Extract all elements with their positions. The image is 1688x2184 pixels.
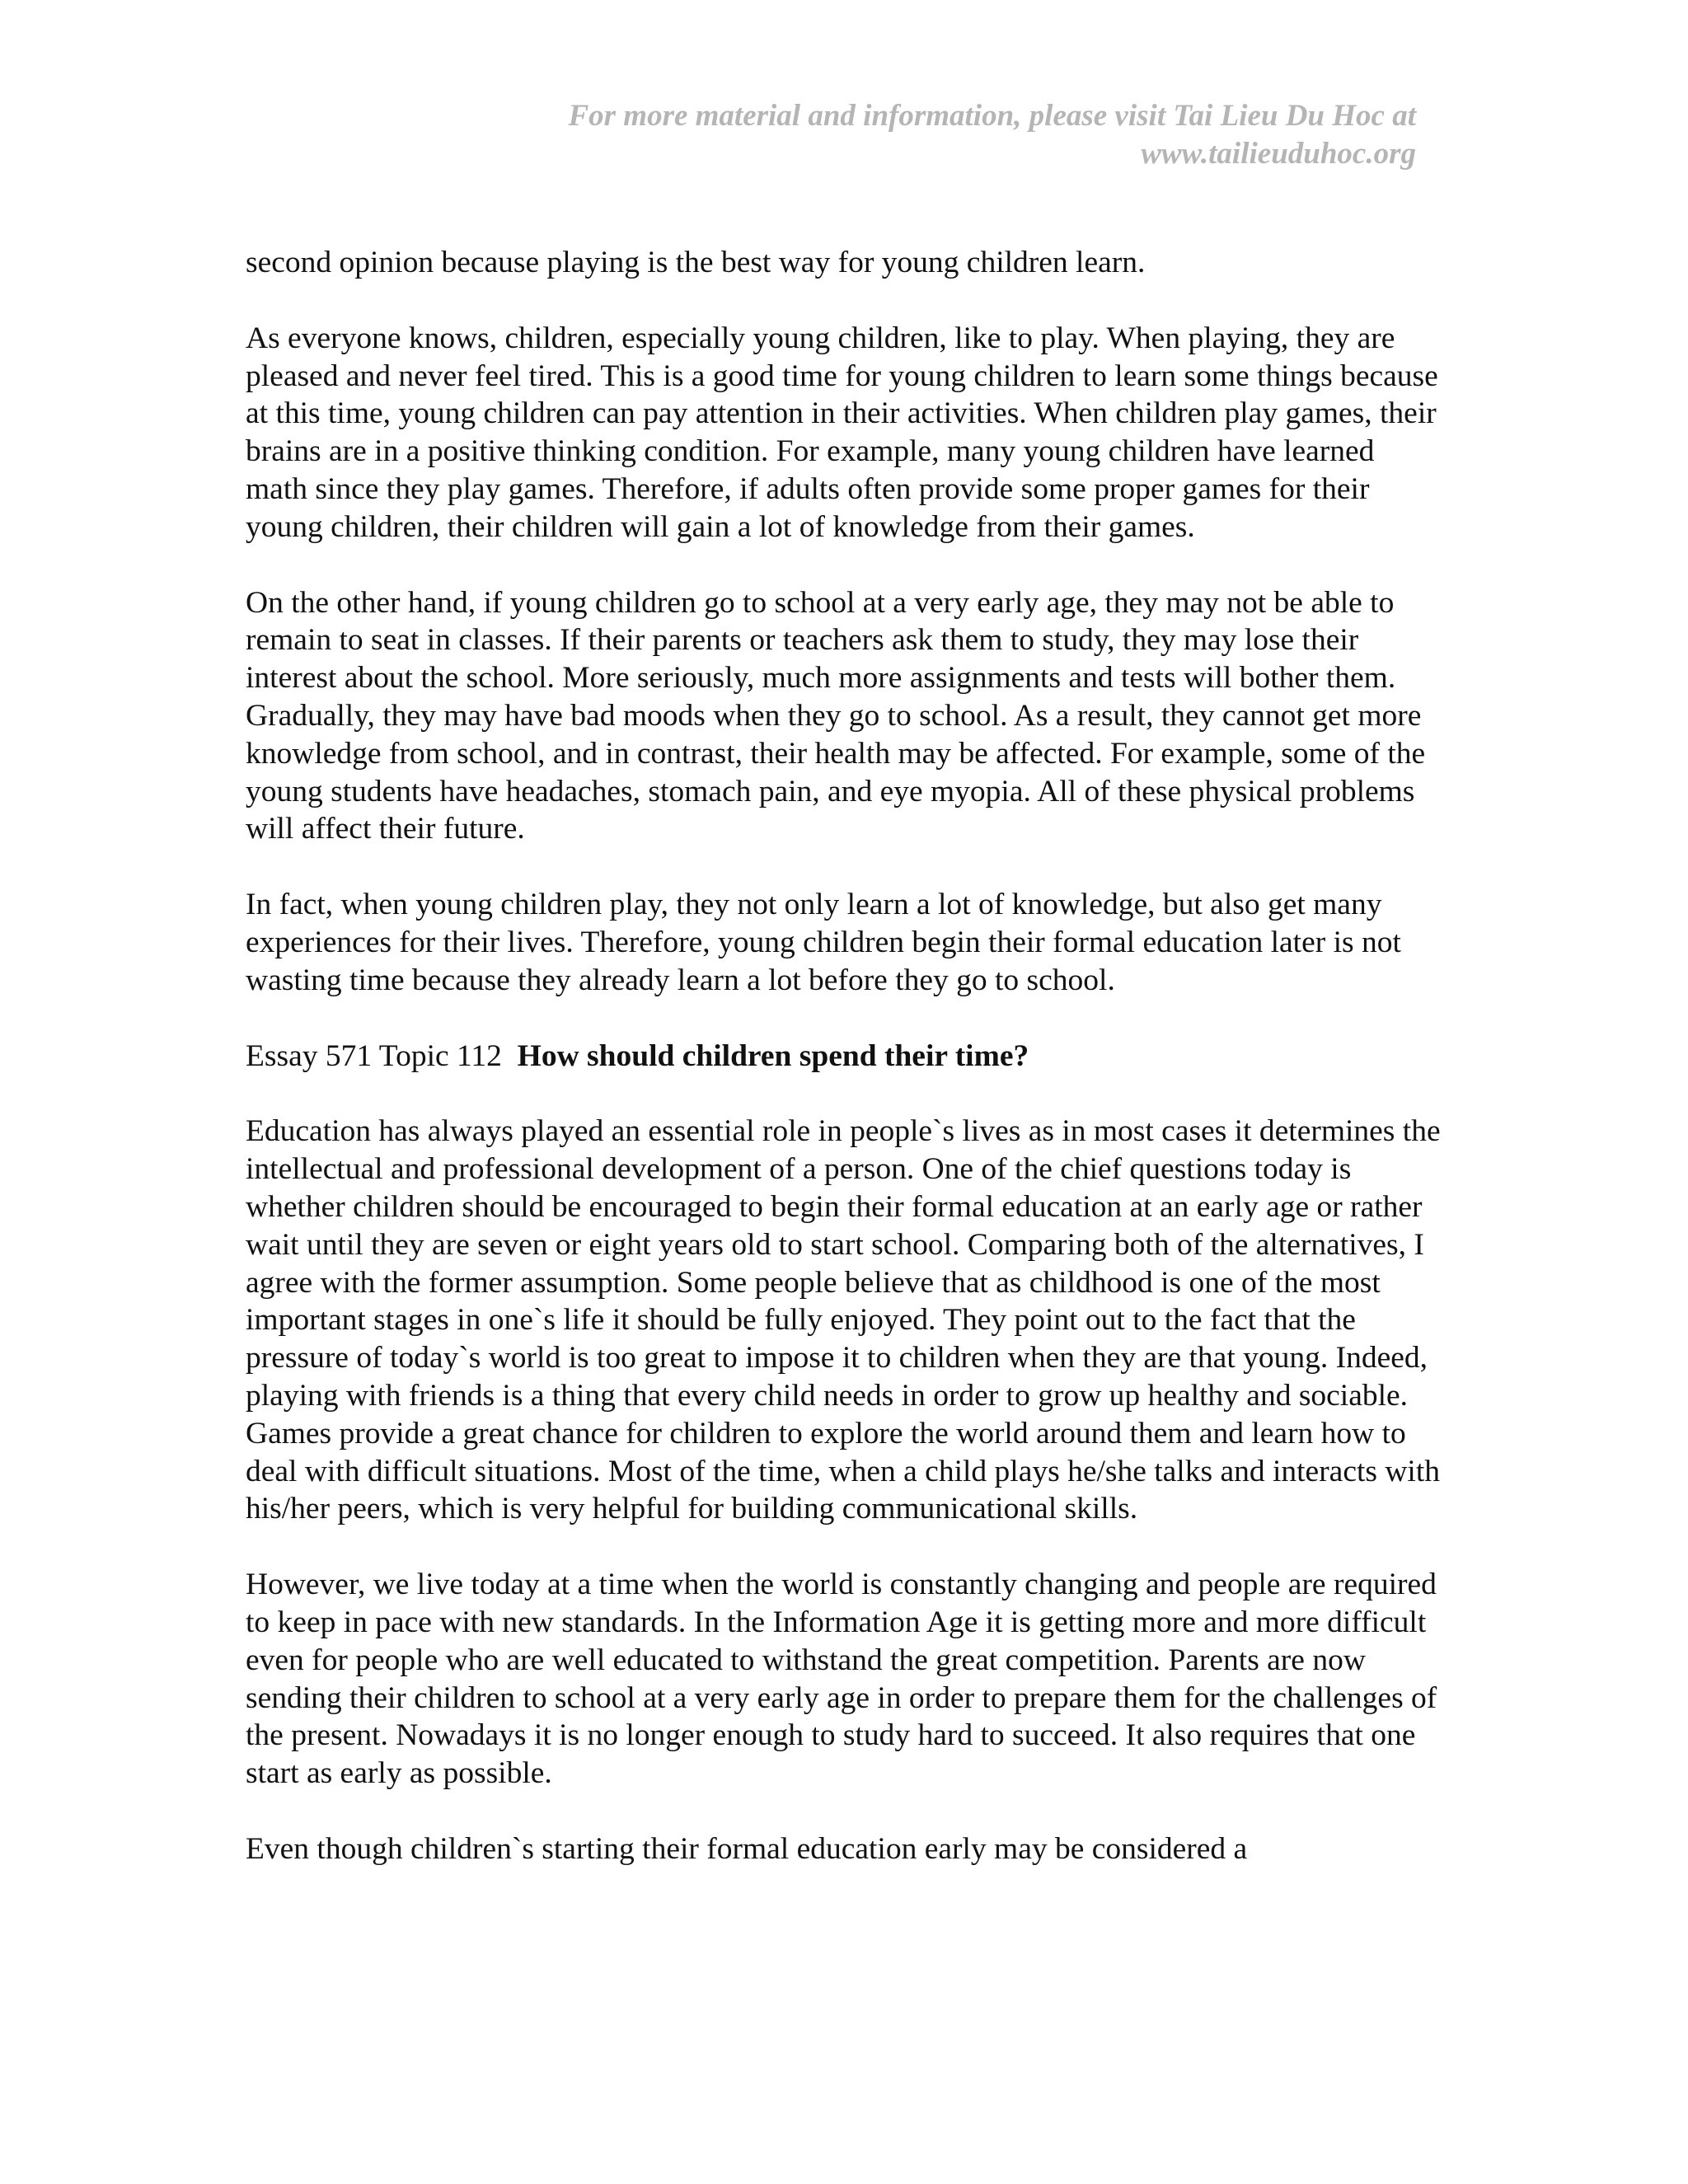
- document-body: [246, 244, 1442, 1906]
- paragraph: However, we live today at a time when the world is constantly changing and people are required to keep in pace with new standards. In the Information Age it is getting more and more difficult even for people who are well educated to withstand the great competition. Parents are now sending their children to school at a very early age in order to prepare them for the challenges of the present. Nowadays it is no longer enough to study hard to succeed. It also requires that one start as early as possible.: [246, 1568, 1437, 1791]
- paragraph: second opinion because playing is the best way for young children learn.: [246, 246, 1146, 279]
- essay-heading: [246, 1038, 1442, 1076]
- essay-title: How should children spend their time?: [517, 1038, 1029, 1073]
- header-line-2: www.tailieuduhoc.org: [1141, 137, 1416, 171]
- paragraph: Even though children`s starting their formal education early may be considered a: [246, 1831, 1248, 1866]
- header-line-1: For more material and information, please visit Tai Lieu Du Hoc at: [568, 99, 1416, 133]
- paragraph: In fact, when young children play, they not only learn a lot of knowledge, but also get many experiences for their lives. Therefore, young children begin their formal education later is not wasting time because they already learn a lot before they go to school.: [246, 888, 1401, 997]
- paragraph: On the other hand, if young children go to school at a very early age, they may not be able to remain to seat in classes. If their parents or teachers ask them to study, they may lose their interest about the school. More seriously, much more assignments and tests will bother them. Gradually, they may have bad moods when they go to school. As a result, they cannot get more knowledge from school, and in contrast, their health may be affected. For example, some of the young students have headaches, stomach pain, and eye myopia. All of these physical problems will affect their future.: [246, 585, 1426, 846]
- page-header: [345, 97, 1416, 173]
- paragraph: As everyone knows, children, especially young children, like to play. When playing, they are pleased and never feel tired. This is a good time for young children to learn some things because at this time, young children can pay attention in their activities. When children play games, their brains are in a positive thinking condition. For example, many young children have learned math since they play games. Therefore, if adults often provide some proper games for their young children, their children will gain a lot of knowledge from their games.: [246, 321, 1438, 544]
- paragraph: Education has always played an essential role in people`s lives as in most cases it determines the intellectual and professional development of a person. One of the chief questions today is whether children should be encouraged to begin their formal education at an early age or rather wait until they are seven or eight years old to start school. Comparing both of the alternatives, I agree with the former assumption. Some people believe that as childhood is one of the most important stages in one`s life it should be fully enjoyed. They point out to the fact that the pressure of today`s world is too great to impose it to children when they are that young. Indeed, playing with friends is a thing that every child needs in order to grow up healthy and sociable. Games provide a great chance for children to explore the world around them and learn how to deal with difficult situations. Most of the time, when a child plays he/she talks and interacts with his/her peers, which is very helpful for building communicational skills.: [246, 1114, 1441, 1526]
- essay-label: Essay 571 Topic 112: [246, 1038, 502, 1073]
